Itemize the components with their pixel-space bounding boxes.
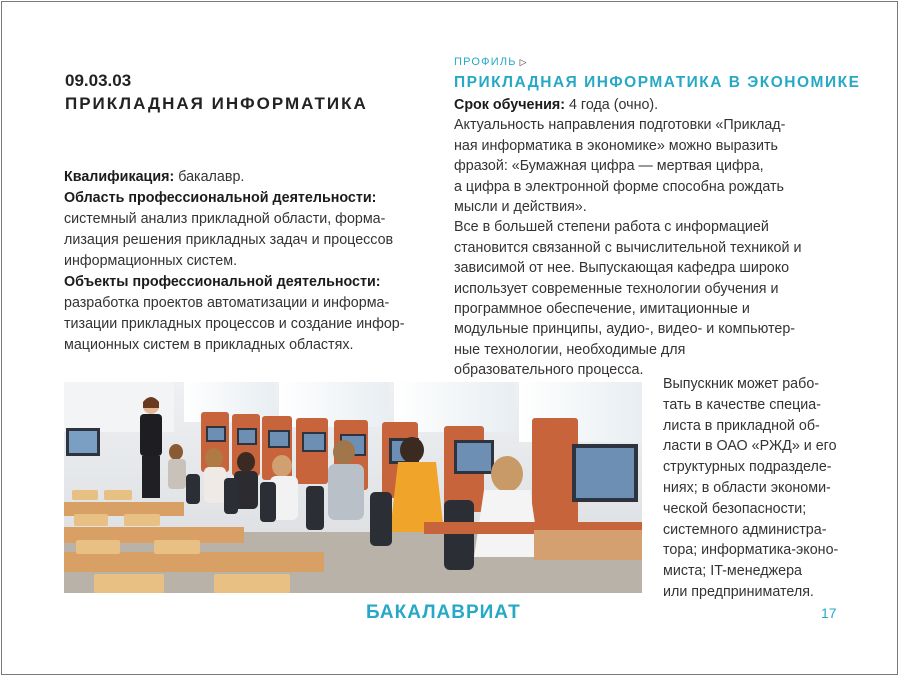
program-code: 09.03.03 — [65, 71, 132, 90]
triangle-icon: ▷ — [519, 57, 528, 67]
qualification-value: бакалавр. — [174, 169, 245, 185]
section-title: БАКАЛАВРИАТ — [366, 602, 521, 623]
profile-paragraph-2: Все в большей степени работа с информацией становится связанной с вычислительной техникой и зависимой от нее. Выпускающая кафедра широко использует современные технологии обучения и программное обеспечение, имитационные и модульные принципы, аудио-, видео- и компьютер- ные технологии, необходимые для образовательного процесса. — [454, 219, 802, 379]
qualification-label: Квалификация: — [64, 169, 175, 185]
profile-title: ПРИКЛАДНАЯ ИНФОРМАТИКА В ЭКОНОМИКЕ — [454, 74, 861, 91]
graduate-careers: Выпускник может рабо- тать в качестве специа- листа в прикладной об- ласти в ОАО «РЖД» и его структурных подразделе- ниях; в области экономи- ческой безопасности; системного администра- тора; информатика-эконо- миста; IT-менеджера или предпринимателя. — [663, 376, 839, 600]
program-title: ПРИКЛАДНАЯ ИНФОРМАТИКА — [65, 94, 368, 113]
area-label: Область профессиональной деятельности: — [64, 190, 377, 206]
classroom-photo — [64, 382, 642, 593]
objects-label: Объекты профессиональной деятельности: — [64, 274, 381, 290]
duration-label: Срок обучения: — [454, 97, 566, 113]
profile-paragraph-1: Актуальность направления подготовки «Приклад- ная информатика в экономике» можно выразить фразой: «Бумажная цифра — мертвая цифра, а цифра в электронной форме способна рождать мысли и действия». — [454, 117, 786, 216]
page-number: 17 — [821, 605, 837, 621]
duration-value: 4 года (очно). — [565, 97, 659, 113]
program-details — [64, 167, 434, 356]
profile-label: ПРОФИЛЬ ▷ — [454, 56, 528, 68]
profile-details — [454, 95, 829, 381]
objects-text: разработка проектов автоматизации и информа- тизации прикладных процессов и создание инфор- мационных систем в прикладных областях. — [64, 295, 405, 353]
area-text: системный анализ прикладной области, форма- лизация решения прикладных задач и процессов информационных систем. — [64, 211, 394, 269]
